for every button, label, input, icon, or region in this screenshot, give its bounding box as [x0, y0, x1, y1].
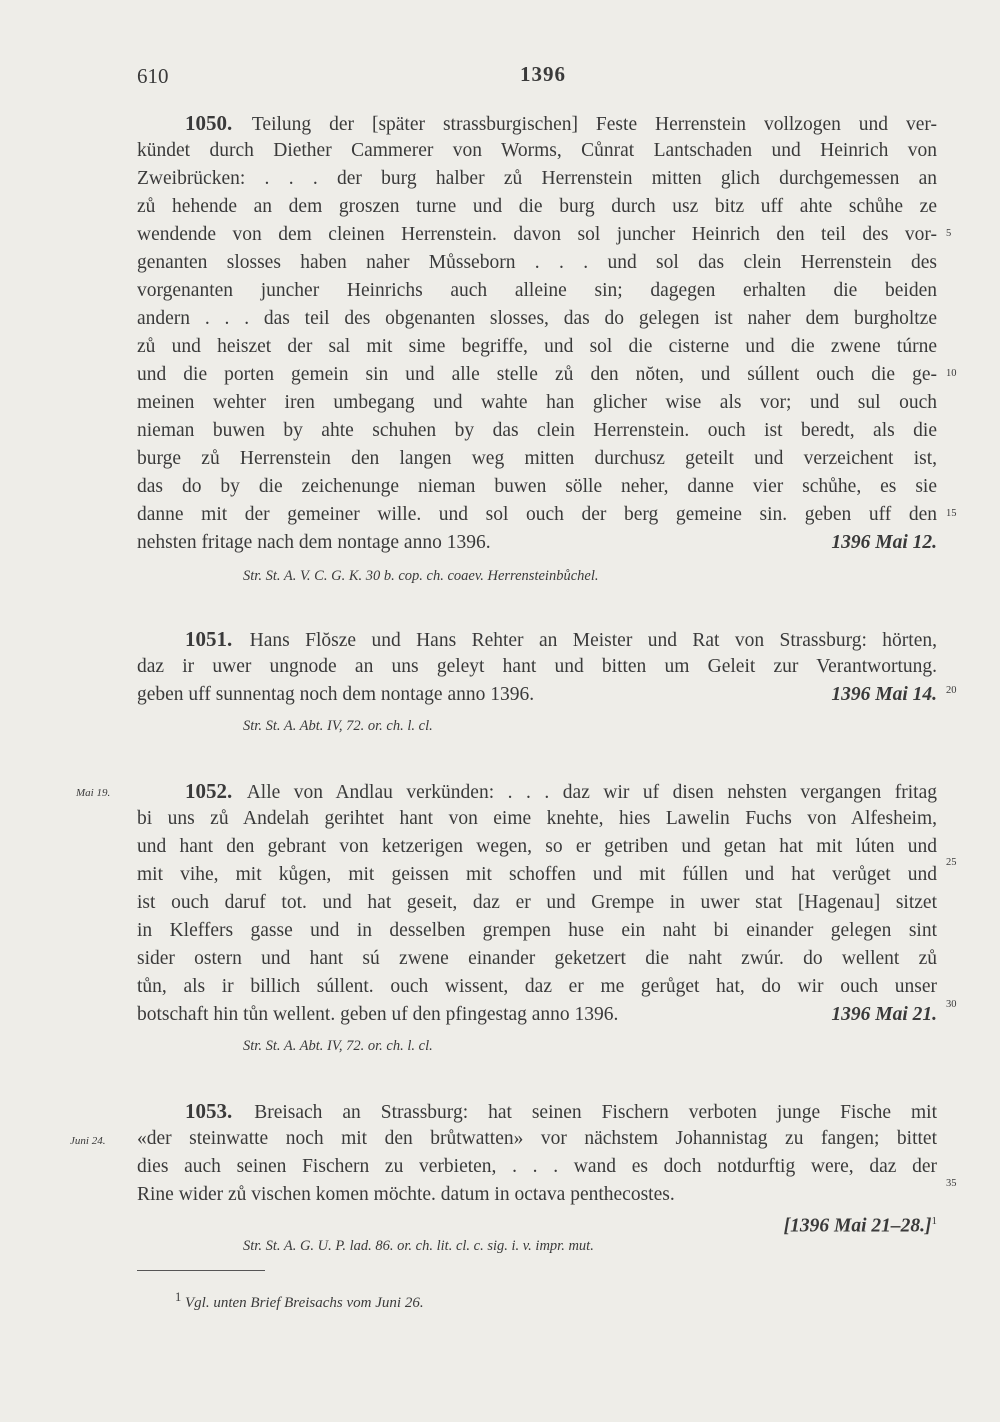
entry-1050-line-8: andern . . . das teil des obgenanten slosses, das do gelegen ist naher dem burgholtze	[137, 308, 937, 329]
entry-1051-line-3: geben uff sunnentag noch dem nontage anno 1396. 1396 Mai 14.	[137, 682, 937, 708]
entry-1050-line-6: genanten slosses haben naher Můsseborn . . . und sol das clein Herrenstein des	[137, 252, 937, 273]
entry-1052-line-7: sider ostern und hant sú zwene einander geketzert die naht zwúr. do wellent zů	[137, 948, 937, 969]
entry-1050-line-10: und die porten gemein sin und alle stelle zů den nŏten, und súllent ouch die ge-	[137, 364, 937, 385]
entry-source: Str. St. A. Abt. IV, 72. or. ch. l. cl.	[243, 718, 433, 734]
entry-1050-line-3: Zweibrücken: . . . der burg halber zů Herrenstein mitten glich durchgemessen an	[137, 168, 937, 189]
entry-1053-line-3: dies auch seinen Fischern zu verbieten, . . . wand es doch notdurftig were, daz der	[137, 1156, 937, 1177]
entry-1050-line-1: 1050. Teilung der [später strassburgischen] Feste Herrenstein vollzogen und ver-	[185, 111, 938, 135]
running-head-year: 1396	[520, 62, 566, 86]
entry-1050-line-12: nieman buwen by ahte schuhen by das clein Herrenstein. ouch ist beredt, als die	[137, 420, 937, 441]
entry-source: Str. St. A. Abt. IV, 72. or. ch. l. cl.	[243, 1038, 433, 1054]
line-number: 25	[946, 857, 957, 868]
entry-1053-line-2: «der steinwatte noch mit den brůtwatten» vor nächstem Johannistag zu fangen; bittet	[137, 1128, 937, 1149]
entry-1050-line-16: nehsten fritage nach dem nontage anno 1396. 1396 Mai 12.	[137, 530, 937, 556]
entry-1052-line-2: bi uns zů Andelah gerihtet hant von eime knehte, hies Lawelin Fuchs von Alfesheim,	[137, 808, 937, 829]
entry-1052-line-5: ist ouch daruf tot. und hat geseit, daz er und Grempe in uwer stat [Hagenau] sitzet	[137, 892, 937, 913]
entry-1052-line-1: 1052. Alle von Andlau verkünden: . . . daz wir uf disen nehsten vergangen fritag	[185, 779, 937, 803]
entry-1050-line-4: zů hehende an dem groszen turne und die burg durch usz bitz uff ahte schůhe ze	[137, 196, 937, 217]
line-number: 20	[946, 685, 957, 696]
entry-number: 1050.	[185, 111, 233, 135]
line-number: 30	[946, 999, 957, 1010]
margin-date-note: Mai 19.	[76, 787, 111, 799]
footnote-ref: 1	[931, 1215, 937, 1227]
page-number: 610	[137, 64, 169, 88]
entry-number: 1053.	[185, 1099, 233, 1123]
entry-date: 1396 Mai 14.	[831, 684, 937, 705]
footnote	[175, 1290, 424, 1312]
entry-date: 1396 Mai 21.	[831, 1004, 937, 1025]
entry-1050-line-9: zů und heiszet der sal mit sime begriffe, und sol die cisterne und die zwene túrne	[137, 336, 937, 357]
entry-1053-line-4: Rine wider zů vischen komen möchte. datum in octava penthecostes.	[137, 1184, 675, 1205]
footnote-text: Vgl. unten Brief Breisachs vom Juni 26.	[185, 1295, 424, 1311]
entry-1051-line-2: daz ir uwer ungnode an uns geleyt hant und bitten um Geleit zur Verantwortung.	[137, 656, 937, 677]
entry-number: 1051.	[185, 627, 233, 651]
entry-1050-line-14: das do by die zeichenunge nieman buwen sölle neher, danne vier schůhe, es sie	[137, 476, 937, 497]
entry-1050-line-2: kündet durch Diether Cammerer von Worms, Cůnrat Lantschaden und Heinrich von	[137, 140, 937, 161]
entry-1052-line-9: botschaft hin tůn wellent. geben uf den pfingestag anno 1396. 1396 Mai 21.	[137, 1002, 937, 1028]
entry-source: Str. St. A. V. C. G. K. 30 b. cop. ch. coaev. Herrensteinbůchel.	[243, 568, 599, 584]
line-number: 5	[946, 228, 952, 239]
entry-1050-line-15: danne mit der gemeiner wille. und sol ouch der berg gemeine sin. geben uff den	[137, 504, 937, 525]
footnote-mark: 1	[175, 1290, 182, 1304]
line-number: 10	[946, 368, 957, 379]
entry-1051-line-1: 1051. Hans Flŏsze und Hans Rehter an Meister und Rat von Strassburg: hörten,	[185, 627, 937, 651]
footnote-rule	[137, 1270, 265, 1271]
entry-1050-line-11: meinen wehter iren umbegang und wahte han glicher wise als vor; und sul ouch	[137, 392, 937, 413]
margin-date-note: Juni 24.	[70, 1135, 106, 1147]
entry-source: Str. St. A. G. U. P. lad. 86. or. ch. lit. cl. c. sig. i. v. impr. mut.	[243, 1238, 594, 1254]
entry-1053-line-1: 1053. Breisach an Strassburg: hat seinen Fischern verboten junge Fische mit	[185, 1099, 938, 1123]
entry-date: [1396 Mai 21–28.]$^1$	[783, 1215, 937, 1237]
entry-1052-line-4: mit vihe, mit kůgen, mit geissen mit schoffen und mit fúllen und hat verůget und	[137, 864, 937, 885]
entry-1052-line-8: tůn, als ir billich súllent. ouch wissent, daz er me gerůget hat, do wir ouch unser	[137, 976, 937, 997]
entry-1052-line-3: und hant den gebrant von ketzerigen wegen, so er getriben und getan hat mit lúten und	[137, 836, 937, 857]
entry-date: 1396 Mai 12.	[831, 532, 937, 553]
entry-1050-line-7: vorgenanten juncher Heinrichs auch alleine sin; dagegen erhalten die beiden	[137, 280, 937, 301]
entry-1052-line-6: in Kleffers gasse und in desselben grempen huse ein naht bi einander gelegen sint	[137, 920, 937, 941]
entry-1050-line-5: wendende von dem cleinen Herrenstein. davon sol juncher Heinrich den teil des vor-	[137, 224, 937, 245]
entry-1050-line-13: burge zů Herrenstein den langen weg mitten durchusz geteilt und verzeichent ist,	[137, 448, 937, 469]
line-number: 35	[946, 1178, 957, 1189]
entry-number: 1052.	[185, 779, 233, 803]
line-number: 15	[946, 508, 957, 519]
